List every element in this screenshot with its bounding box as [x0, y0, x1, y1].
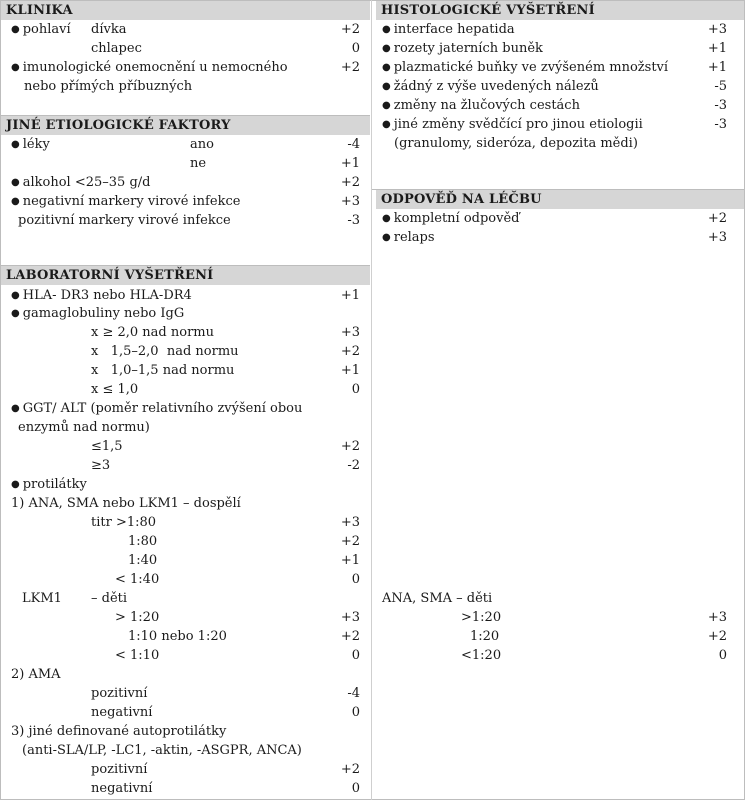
ne-score: +1 [340, 156, 360, 171]
odpoved-row-1: ● kompletní odpověď [382, 209, 519, 229]
histo-row-1: ● interface hepatida [382, 20, 515, 40]
histo-row-6: ● jiné změny svědčící pro jinou etiologii [382, 115, 643, 135]
odpoved-row-1-score: +2 [707, 211, 727, 226]
titr-row-2: 1:80 [128, 534, 158, 549]
lab-header: LABORATORNÍ VYŠETŘENÍ [1, 266, 370, 285]
histo-header: HISTOLOGICKÉ VYŠETŘENÍ [376, 1, 744, 20]
gama-row-1-score: +3 [340, 325, 360, 340]
leky-label: ● léky [11, 135, 50, 155]
gama-row-4-score: 0 [351, 382, 360, 397]
lkm1-row-2: 1:10 nebo 1:20 [128, 629, 227, 644]
poz-markery-score: -3 [347, 213, 360, 228]
gama-row-3: x 1,0–1,5 nad normu [91, 363, 235, 378]
histo-row-4: ● žádný z výše uvedených nálezů [382, 77, 599, 97]
imuno-score: +2 [340, 60, 360, 75]
lkm1-row-3: < 1:10 [115, 648, 160, 663]
jine-auto-label-cont: (anti-SLA/LP, -LC1, -aktin, -ASGPR, ANCA) [22, 743, 302, 758]
gama-label: ● gamaglobuliny nebo IgG [11, 304, 184, 324]
chlapec-label: chlapec [91, 41, 142, 56]
ana-deti-row-3: <1:20 [461, 648, 502, 663]
ama-negativni-score: 0 [351, 705, 360, 720]
ggt-row-2: ≥3 [91, 458, 111, 473]
protilatky-label: ● protilátky [11, 475, 87, 495]
ggt-label-cont: enzymů nad normu) [18, 420, 150, 435]
ama-pozitivni-score: -4 [347, 686, 360, 701]
poz-markery-label: pozitivní markery virové infekce [18, 213, 231, 228]
lkm1-label: LKM1 [22, 591, 62, 606]
gama-row-1: x ≥ 2,0 nad normu [91, 325, 214, 340]
lkm1-row-1-score: +3 [340, 610, 360, 625]
histo-row-4-score: -5 [714, 79, 727, 94]
odpoved-header: ODPOVĚĎ NA LÉČBU [376, 190, 744, 209]
histo-row-6-score: -3 [714, 117, 727, 132]
alkohol-score: +2 [340, 175, 360, 190]
column-divider [371, 0, 372, 800]
divka-score: +2 [340, 22, 360, 37]
gama-row-3-score: +1 [340, 363, 360, 378]
ana-deti-row-1-score: +3 [707, 610, 727, 625]
gama-row-4: x ≤ 1,0 [91, 382, 139, 397]
ja-negativni-score: 0 [351, 781, 360, 796]
ana-deti-row-3-score: 0 [718, 648, 727, 663]
hla-label: ● HLA- DR3 nebo HLA-DR4 [11, 286, 192, 306]
histo-row-5-score: -3 [714, 98, 727, 113]
histo-row-6-cont: (granulomy, sideróza, depozita mědi) [394, 136, 638, 151]
ana-deti-row-1: >1:20 [461, 610, 502, 625]
titr-row-3: 1:40 [128, 553, 158, 568]
hla-score: +1 [340, 288, 360, 303]
titr-row-2-score: +2 [340, 534, 360, 549]
ja-pozitivni: pozitivní [91, 762, 148, 777]
lkm1-deti-label: – děti [91, 591, 128, 606]
gama-row-2-score: +2 [340, 344, 360, 359]
pohlavi-label: ● pohlaví [11, 20, 71, 40]
histo-row-3: ● plazmatické buňky ve zvýšeném množství [382, 58, 668, 78]
odpoved-row-2: ● relaps [382, 228, 435, 248]
jine-auto-label: 3) jiné definované autoprotilátky [11, 724, 227, 739]
ama-pozitivni: pozitivní [91, 686, 148, 701]
histo-row-2: ● rozety jaterních buněk [382, 39, 543, 59]
titr-row-4: < 1:40 [115, 572, 160, 587]
divka-label: dívka [91, 22, 127, 37]
ja-negativni: negativní [91, 781, 153, 796]
ne-label: ne [190, 156, 207, 171]
ja-pozitivni-score: +2 [340, 762, 360, 777]
ana-deti-row-2: 1:20 [470, 629, 500, 644]
ano-score: -4 [347, 137, 360, 152]
ggt-row-1: ≤1,5 [91, 439, 123, 454]
histo-row-2-score: +1 [707, 41, 727, 56]
neg-markery-label: ● negativní markery virové infekce [11, 192, 240, 212]
ama-negativni: negativní [91, 705, 153, 720]
gama-row-2: x 1,5–2,0 nad normu [91, 344, 239, 359]
histo-row-1-score: +3 [707, 22, 727, 37]
imuno-label-cont: nebo přímých příbuzných [24, 79, 193, 94]
lkm1-row-2-score: +2 [340, 629, 360, 644]
ana-deti-label: ANA, SMA – děti [382, 591, 493, 606]
imuno-label: ● imunologické onemocnění u nemocného [11, 58, 288, 78]
lkm1-row-3-score: 0 [351, 648, 360, 663]
titr-row-1-score: +3 [340, 515, 360, 530]
ggt-row-2-score: -2 [347, 458, 360, 473]
ana-dospeli-label: 1) ANA, SMA nebo LKM1 – dospělí [11, 496, 241, 511]
odpoved-row-2-score: +3 [707, 230, 727, 245]
alkohol-label: ● alkohol <25–35 g/d [11, 173, 150, 193]
titr-row-1: titr >1:80 [91, 515, 157, 530]
jine-header: JINÉ ETIOLOGICKÉ FAKTORY [1, 116, 370, 135]
lkm1-row-1: > 1:20 [115, 610, 160, 625]
ggt-row-1-score: +2 [340, 439, 360, 454]
ggt-label: ● GGT/ ALT (poměr relativního zvýšení obou [11, 399, 302, 419]
ano-label: ano [190, 137, 214, 152]
chlapec-score: 0 [351, 41, 360, 56]
klinika-header: KLINIKA [1, 1, 370, 20]
histo-row-5: ● změny na žlučových cestách [382, 96, 580, 116]
ana-deti-row-2-score: +2 [707, 629, 727, 644]
neg-markery-score: +3 [340, 194, 360, 209]
histo-row-3-score: +1 [707, 60, 727, 75]
titr-row-4-score: 0 [351, 572, 360, 587]
ama-label: 2) AMA [11, 667, 61, 682]
titr-row-3-score: +1 [340, 553, 360, 568]
